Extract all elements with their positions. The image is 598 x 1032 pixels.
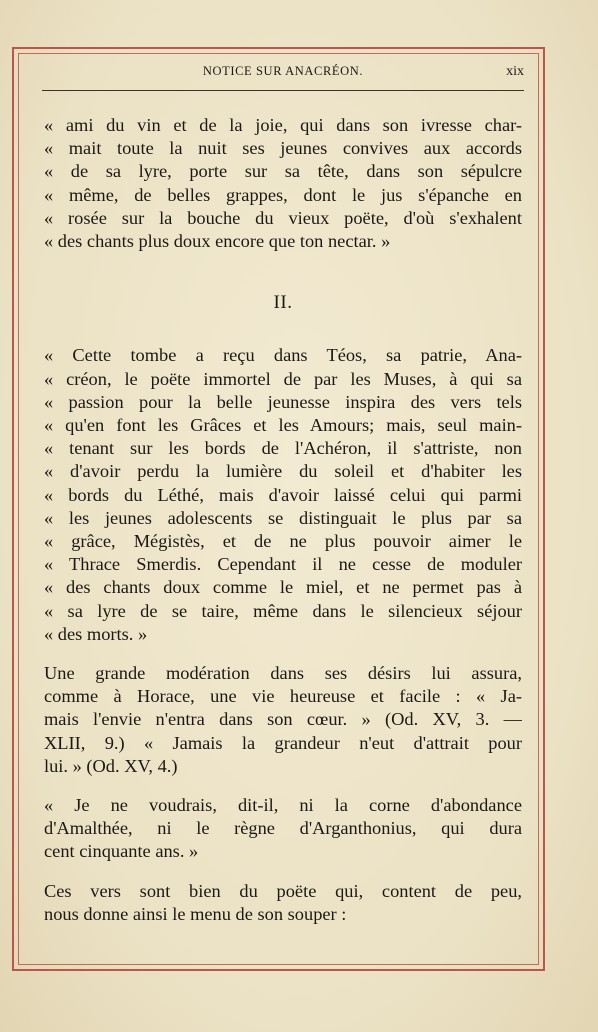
text-line: Ces vers sont bien du poëte qui, content de peu, (44, 880, 522, 901)
text-line: « des chants plus doux encore que ton nectar. » (44, 231, 391, 252)
text-line: « ami du vin et de la joie, qui dans son ivresse char- (44, 115, 522, 135)
text-line: d'Amalthée, ni le règne d'Arganthonius, qui dura (44, 818, 522, 839)
text-line: « même, de belles grappes, dont le jus s'épanche en (44, 184, 522, 205)
page-header (42, 64, 524, 86)
text-line: nous donne ainsi le menu de son souper : (44, 903, 347, 924)
text-line: « les jeunes adolescents se distinguait le plus par sa (44, 507, 522, 528)
header-rule (42, 90, 524, 91)
text-line: « rosée sur la bouche du vieux poëte, d'où s'exhalent (44, 207, 522, 228)
text-line: comme à Horace, une vie heureuse et facile : « Ja- (44, 686, 522, 707)
running-head: NOTICE SUR ANACRÉON. (202, 64, 364, 78)
text-line: Une grande modération dans ses désirs lui assura, (44, 663, 522, 684)
text-line: mais l'envie n'entra dans son cœur. » (Od. XV, 3. — (44, 709, 522, 730)
text-line: « tenant sur les bords de l'Achéron, il s'attriste, non (44, 438, 522, 459)
paragraph-souper (44, 880, 522, 926)
text-line: « qu'en font les Grâces et les Amours; mais, seul main- (44, 415, 522, 436)
text-line: « sa lyre de se taire, même dans le silencieux séjour (44, 600, 522, 621)
paragraph-moderation (44, 662, 522, 778)
section-heading: II. (273, 292, 293, 314)
page-number: xix (506, 64, 524, 79)
text-line: « de sa lyre, porte sur sa tête, dans son sépulcre (44, 161, 522, 182)
quote-continued (44, 114, 522, 253)
text-line: « des morts. » (44, 623, 148, 644)
text-line: « Thrace Smerdis. Cependant il ne cesse de moduler (44, 554, 522, 575)
epitaph-quote (44, 344, 522, 646)
text-line: « Cette tombe a reçu dans Téos, sa patrie, Ana- (44, 345, 522, 366)
text-line: XLII, 9.) « Jamais la grandeur n'eut d'attrait pour (44, 732, 522, 753)
text-line: « mait toute la nuit ses jeunes convives aux accords (44, 138, 522, 159)
text-line: lui. » (Od. XV, 4.) (44, 755, 178, 776)
text-line: « grâce, Mégistès, et de ne plus pouvoir aimer le (44, 531, 522, 552)
text-line: « des chants doux comme le miel, et ne permet pas à (44, 577, 522, 598)
text-line: « Je ne voudrais, dit-il, ni la corne d'abondance (44, 795, 522, 816)
body-text (44, 114, 522, 926)
text-line: « d'avoir perdu la lumière du soleil et d'habiter les (44, 461, 522, 482)
paragraph-amalthea (44, 794, 522, 864)
text-line: « passion pour la belle jeunesse inspira des vers tels (44, 391, 522, 412)
text-line: « bords du Léthé, mais d'avoir laissé celui qui parmi (44, 484, 522, 505)
text-line: cent cinquante ans. » (44, 841, 199, 862)
text-line: « créon, le poëte immortel de par les Muses, à qui sa (44, 368, 522, 389)
